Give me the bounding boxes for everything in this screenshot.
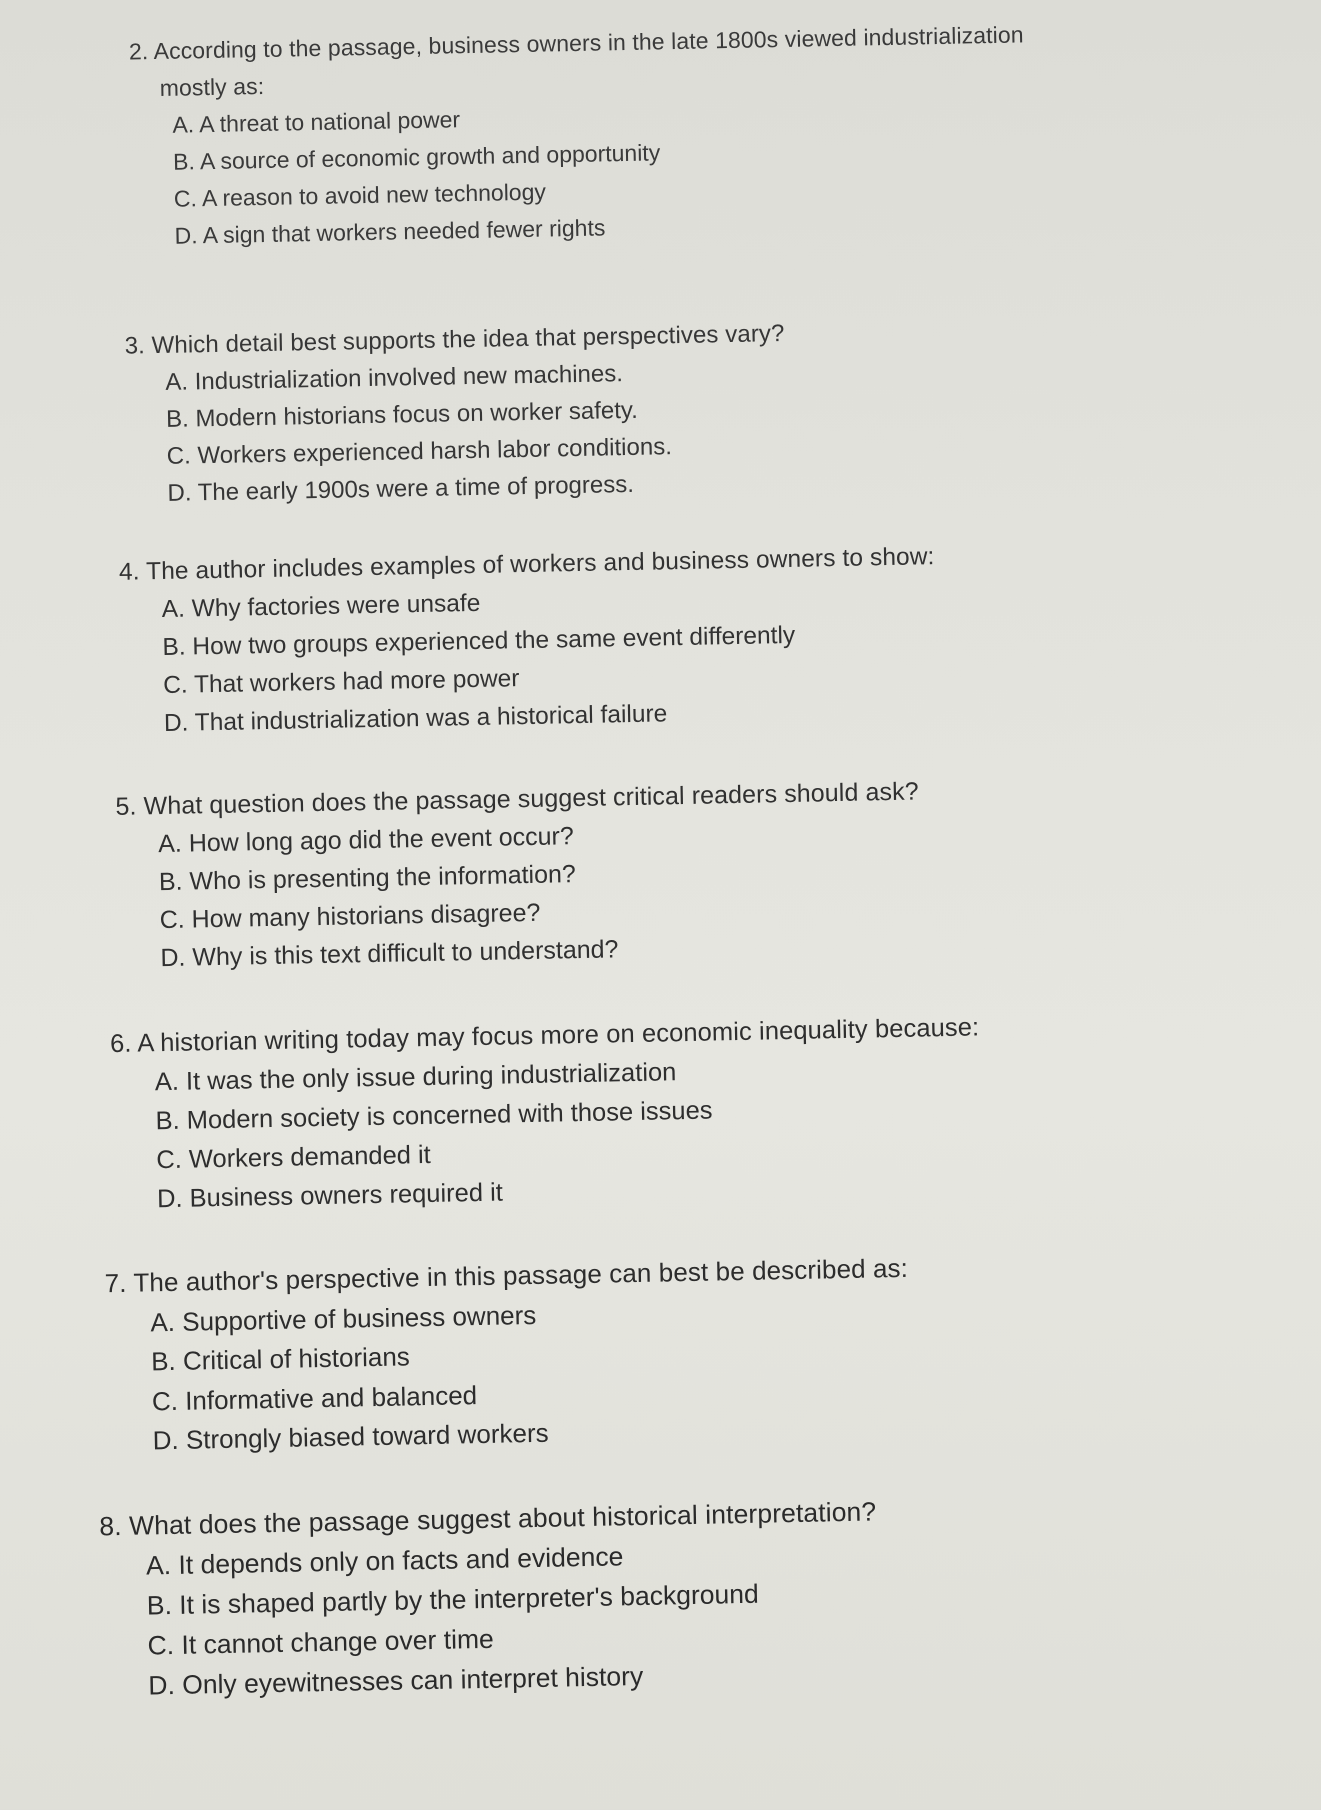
question-text: Which detail best supports the idea that perspectives vary?: [151, 320, 785, 360]
answer-option-a[interactable]: A. Supportive of business owners: [150, 1299, 537, 1337]
answer-option-b[interactable]: B. A source of economic growth and opportunity: [172, 139, 661, 175]
answer-option-c[interactable]: C. Informative and balanced: [151, 1379, 478, 1416]
question-8: [99, 1483, 1303, 1706]
question-number: 8.: [99, 1510, 122, 1542]
answer-options: [172, 84, 1321, 254]
question-2: [129, 10, 1321, 255]
question-4: [119, 531, 1321, 744]
answer-option-b[interactable]: B. How two groups experienced the same event differently: [162, 621, 796, 661]
answer-option-c[interactable]: C. A reason to avoid new technology: [173, 178, 547, 212]
answer-option-d[interactable]: D. Strongly biased toward workers: [152, 1417, 549, 1456]
question-6: [110, 1002, 1314, 1220]
answer-option-d[interactable]: D. A sign that workers needed fewer rights: [174, 214, 606, 249]
answer-option-d[interactable]: D. That industrialization was a historical failure: [163, 700, 668, 737]
answer-option-a[interactable]: A. Industrialization involved new machines.: [165, 360, 624, 396]
question-text: The author's perspective in this passage can best be described as:: [133, 1252, 909, 1298]
answer-option-a[interactable]: A. How long ago did the event occur?: [157, 822, 574, 859]
question-5: [115, 765, 1318, 978]
question-text: What does the passage suggest about historical interpretation?: [128, 1496, 877, 1541]
answer-options: [161, 569, 1321, 743]
answer-option-c[interactable]: C. Workers experienced harsh labor conditions.: [166, 433, 673, 470]
question-number: 6.: [109, 1029, 132, 1059]
answer-options: [146, 1523, 1303, 1705]
question-number: 2.: [128, 38, 149, 65]
answer-option-b[interactable]: B. Modern society is concerned with those issues: [155, 1096, 713, 1136]
question-7: [104, 1241, 1308, 1462]
question-text: What question does the passage suggest critical readers should ask?: [143, 777, 919, 821]
answer-option-b[interactable]: B. It is shaped partly by the interpreter's background: [146, 1578, 759, 1621]
question-text: A historian writing today may focus more on economic inequality because:: [137, 1013, 980, 1058]
answer-option-d[interactable]: D. The early 1900s were a time of progress.: [167, 470, 635, 507]
question-text-line-1: According to the passage, business owners in the late 1800s viewed industrialization: [153, 21, 1024, 65]
answer-options: [154, 1041, 1313, 1219]
answer-option-a[interactable]: A. It was the only issue during industrialization: [154, 1058, 677, 1097]
question-text: The author includes examples of workers and business owners to show:: [145, 543, 935, 586]
answer-option-b[interactable]: B. Modern historians focus on worker safety.: [165, 396, 639, 433]
question-3: [124, 305, 1321, 513]
answer-option-a[interactable]: A. Why factories were unsafe: [161, 589, 481, 624]
question-number: 3.: [124, 332, 146, 360]
question-number: 4.: [118, 558, 140, 586]
answer-option-b[interactable]: B. Critical of historians: [150, 1341, 411, 1377]
answer-options: [165, 342, 1321, 512]
answer-options: [150, 1281, 1308, 1461]
answer-option-a[interactable]: A. A threat to national power: [172, 106, 461, 138]
answer-option-c[interactable]: C. How many historians disagree?: [159, 898, 541, 935]
question-number: 5.: [115, 792, 137, 821]
answer-option-d[interactable]: D. Only eyewitnesses can interpret history: [148, 1660, 644, 1701]
answer-option-d[interactable]: D. Business owners required it: [156, 1178, 504, 1214]
answer-option-c[interactable]: C. It cannot change over time: [147, 1623, 494, 1661]
question-number: 7.: [104, 1267, 127, 1299]
answer-option-b[interactable]: B. Who is presenting the information?: [158, 860, 577, 897]
answer-option-a[interactable]: A. It depends only on facts and evidence: [145, 1541, 624, 1581]
answer-option-d[interactable]: D. Why is this text difficult to understand?: [160, 935, 619, 973]
answer-option-c[interactable]: C. Workers demanded it: [156, 1140, 432, 1175]
answer-option-c[interactable]: C. That workers had more power: [162, 665, 520, 699]
question-text-line-2: mostly as:: [159, 72, 265, 101]
answer-options: [158, 803, 1319, 977]
